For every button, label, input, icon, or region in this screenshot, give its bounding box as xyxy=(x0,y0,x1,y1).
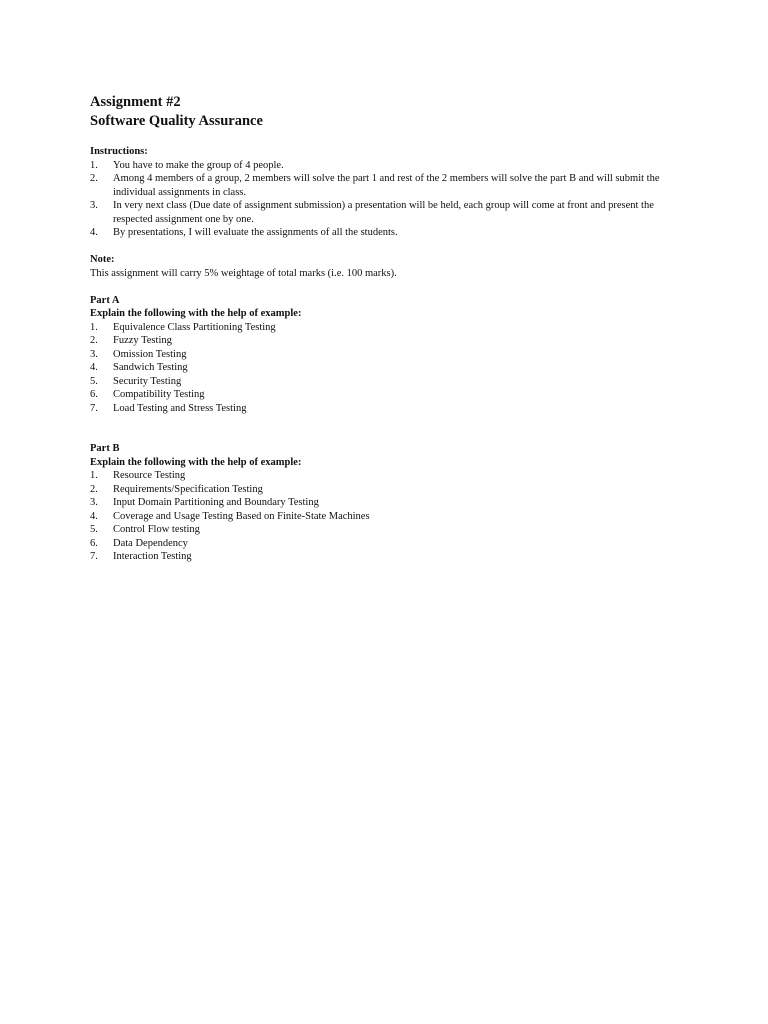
item-number: 4. xyxy=(90,227,98,238)
item-number: 5. xyxy=(90,375,98,387)
list-item xyxy=(90,537,690,551)
list-item xyxy=(90,321,690,335)
list-item xyxy=(90,226,690,240)
part-b-heading: Part B xyxy=(90,443,120,454)
item-text: Input Domain Partitioning and Boundary Testing xyxy=(113,497,319,508)
part-a-section xyxy=(90,294,690,416)
part-b-section xyxy=(90,442,690,564)
list-item xyxy=(90,199,690,226)
instructions-list xyxy=(90,159,690,240)
instructions-section xyxy=(90,145,690,240)
item-number: 5. xyxy=(90,524,98,535)
item-text: Among 4 members of a group, 2 members will solve the part 1 and rest of the 2 members will solve the part B and will submit the individual assignments in class. xyxy=(113,173,660,198)
list-item xyxy=(90,483,690,497)
course-title: Software Quality Assurance xyxy=(90,113,263,129)
item-text: Load Testing and Stress Testing xyxy=(113,402,247,414)
note-heading: Note: xyxy=(90,254,115,265)
item-number: 1. xyxy=(90,159,98,171)
document-page xyxy=(90,93,690,564)
item-text: Sandwich Testing xyxy=(113,362,188,373)
item-number: 2. xyxy=(90,483,98,495)
part-a-list xyxy=(90,321,690,416)
list-item xyxy=(90,334,690,348)
note-text: This assignment will carry 5% weightage of total marks (i.e. 100 marks). xyxy=(90,267,397,279)
assignment-title: Assignment #2 xyxy=(90,94,181,110)
list-item xyxy=(90,159,690,173)
item-text: Coverage and Usage Testing Based on Finite-State Machines xyxy=(113,510,370,522)
list-item xyxy=(90,510,690,524)
list-item xyxy=(90,496,690,510)
part-a-heading: Part A xyxy=(90,294,120,306)
part-a-subheading: Explain the following with the help of example: xyxy=(90,308,302,319)
item-number: 2. xyxy=(90,335,98,346)
list-item xyxy=(90,469,690,483)
item-text: Control Flow testing xyxy=(113,524,200,535)
instructions-heading: Instructions: xyxy=(90,146,148,157)
item-number: 6. xyxy=(90,537,98,549)
item-text: Compatibility Testing xyxy=(113,389,205,400)
item-number: 1. xyxy=(90,470,98,481)
item-text: You have to make the group of 4 people. xyxy=(113,159,284,171)
item-number: 7. xyxy=(90,551,98,562)
part-b-subheading: Explain the following with the help of example: xyxy=(90,456,302,468)
item-number: 6. xyxy=(90,389,98,400)
item-text: Data Dependency xyxy=(113,537,188,549)
list-item xyxy=(90,388,690,402)
item-number: 4. xyxy=(90,362,98,373)
item-number: 2. xyxy=(90,173,98,184)
item-number: 3. xyxy=(90,200,98,211)
list-item xyxy=(90,375,690,389)
item-text: Security Testing xyxy=(113,375,182,387)
item-text: Omission Testing xyxy=(113,348,187,360)
item-number: 4. xyxy=(90,510,98,522)
list-item xyxy=(90,523,690,537)
list-item xyxy=(90,172,690,199)
note-section xyxy=(90,253,690,280)
item-text: Equivalence Class Partitioning Testing xyxy=(113,321,276,333)
item-text: Fuzzy Testing xyxy=(113,335,172,346)
item-number: 3. xyxy=(90,497,98,508)
item-text: Resource Testing xyxy=(113,470,186,481)
item-number: 3. xyxy=(90,348,98,360)
list-item xyxy=(90,402,690,416)
item-number: 1. xyxy=(90,321,98,333)
item-number: 7. xyxy=(90,402,98,414)
item-text: By presentations, I will evaluate the assignments of all the students. xyxy=(113,227,398,238)
item-text: In very next class (Due date of assignment submission) a presentation will be held, each group will come at front and present the respected assignment one by one. xyxy=(113,200,654,225)
item-text: Interaction Testing xyxy=(113,551,192,562)
list-item xyxy=(90,361,690,375)
part-b-list xyxy=(90,469,690,564)
list-item xyxy=(90,348,690,362)
item-text: Requirements/Specification Testing xyxy=(113,483,263,495)
list-item xyxy=(90,550,690,564)
